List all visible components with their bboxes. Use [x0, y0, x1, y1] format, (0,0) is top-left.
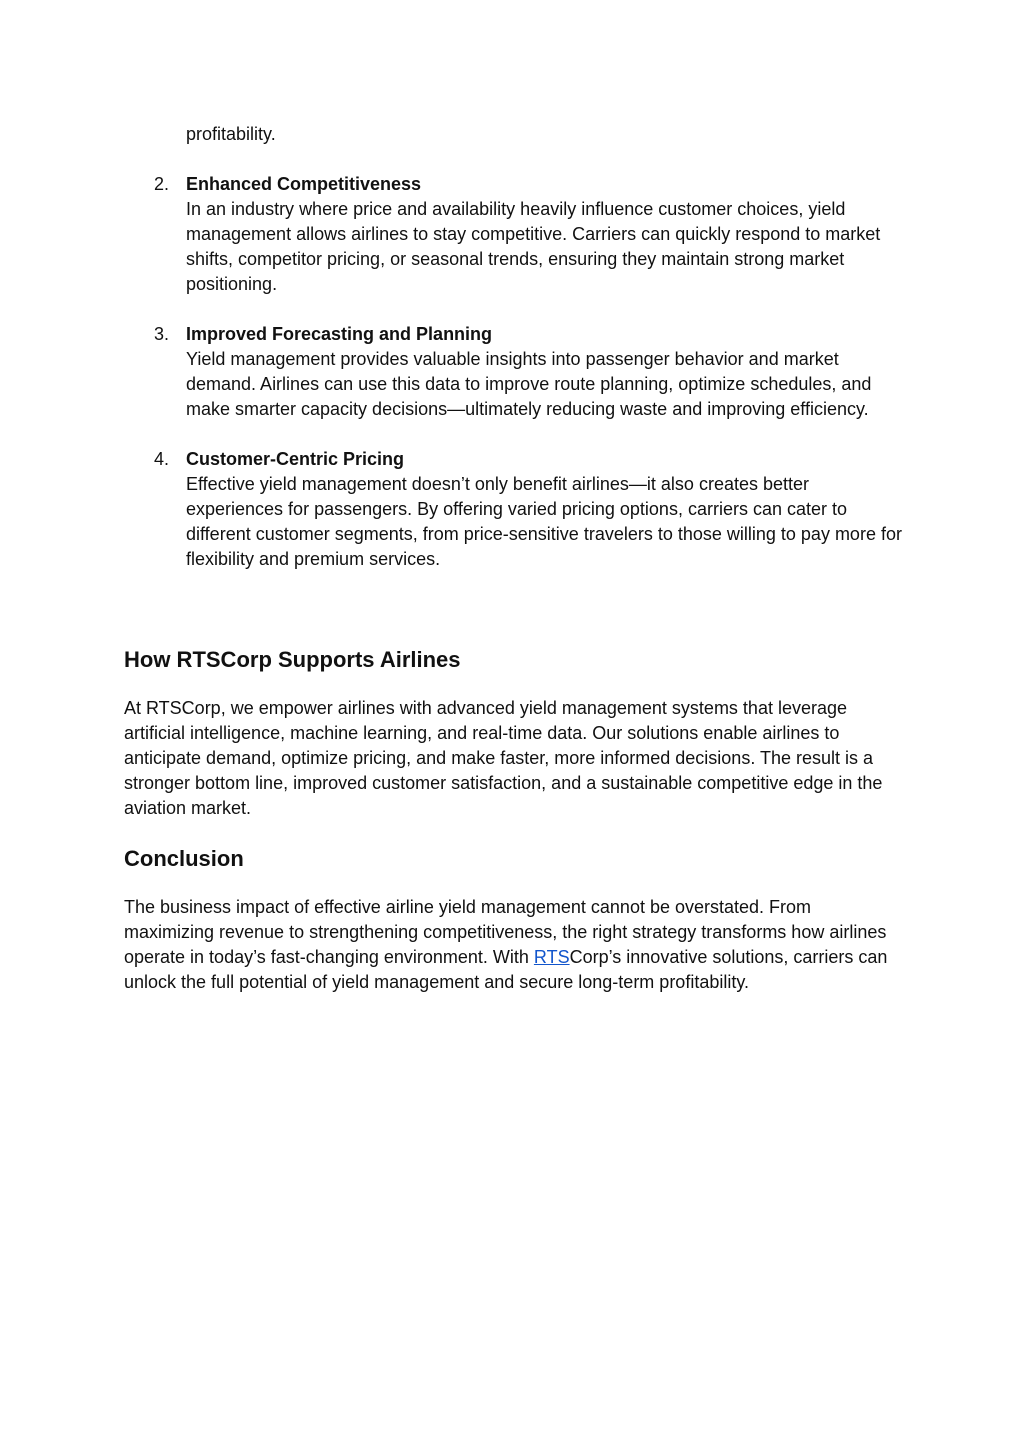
continued-text: profitability.: [186, 124, 276, 144]
list-item-number: 3.: [154, 324, 170, 344]
list-item-body: In an industry where price and availability heavily influence customer choices, yield management allows airlines to stay competitive. Carriers can quickly respond to market shifts, competitor pricing, or seasonal trends, ensuring they maintain strong market positioning.: [186, 199, 881, 294]
list-item-body: Effective yield management doesn’t only benefit airlines—it also creates better experiences for passengers. By offering varied pricing options, carriers can cater to different customer segments, from price-sensitive travelers to those willing to pay more for flexibility and premium services.: [186, 474, 902, 569]
list-item: [124, 172, 904, 297]
list-item-number: 4.: [154, 449, 170, 469]
list-item-body: Yield management provides valuable insights into passenger behavior and market demand. Airlines can use this data to improve route planning, optimize schedules, and make smarter capacity decisions—ultimately reducing waste and improving efficiency.: [186, 349, 872, 419]
conclusion-heading: Conclusion: [124, 846, 244, 871]
supports-paragraph: At RTSCorp, we empower airlines with advanced yield management systems that leverage artificial intelligence, machine learning, and real-time data. Our solutions enable airlines to anticipate demand, optimize pricing, and make faster, more informed decisions. The result is a stronger bottom line, improved customer satisfaction, and a sustainable competitive edge in the aviation market.: [124, 698, 883, 818]
list-item-number: 2.: [154, 174, 170, 194]
list-item: [124, 322, 904, 422]
list-item-title: Improved Forecasting and Planning: [186, 324, 493, 344]
rts-link[interactable]: RTS: [533, 947, 570, 967]
list-item-title: Enhanced Competitiveness: [186, 174, 422, 194]
conclusion-text-after-link: Corp’s innovative solutions, carriers can unlock the full potential of yield management and secure long-term profitability.: [124, 947, 888, 992]
benefits-list: [124, 172, 904, 597]
list-item: [124, 447, 904, 572]
conclusion-paragraph: [124, 895, 904, 995]
conclusion-text-before-link: The business impact of effective airline yield management cannot be overstated. From maximizing revenue to strengthening competitiveness, the right strategy transforms how airlines operate in today’s fast-changing environment. With: [124, 897, 887, 967]
supports-heading: How RTSCorp Supports Airlines: [124, 647, 461, 672]
list-item-title: Customer-Centric Pricing: [186, 449, 405, 469]
